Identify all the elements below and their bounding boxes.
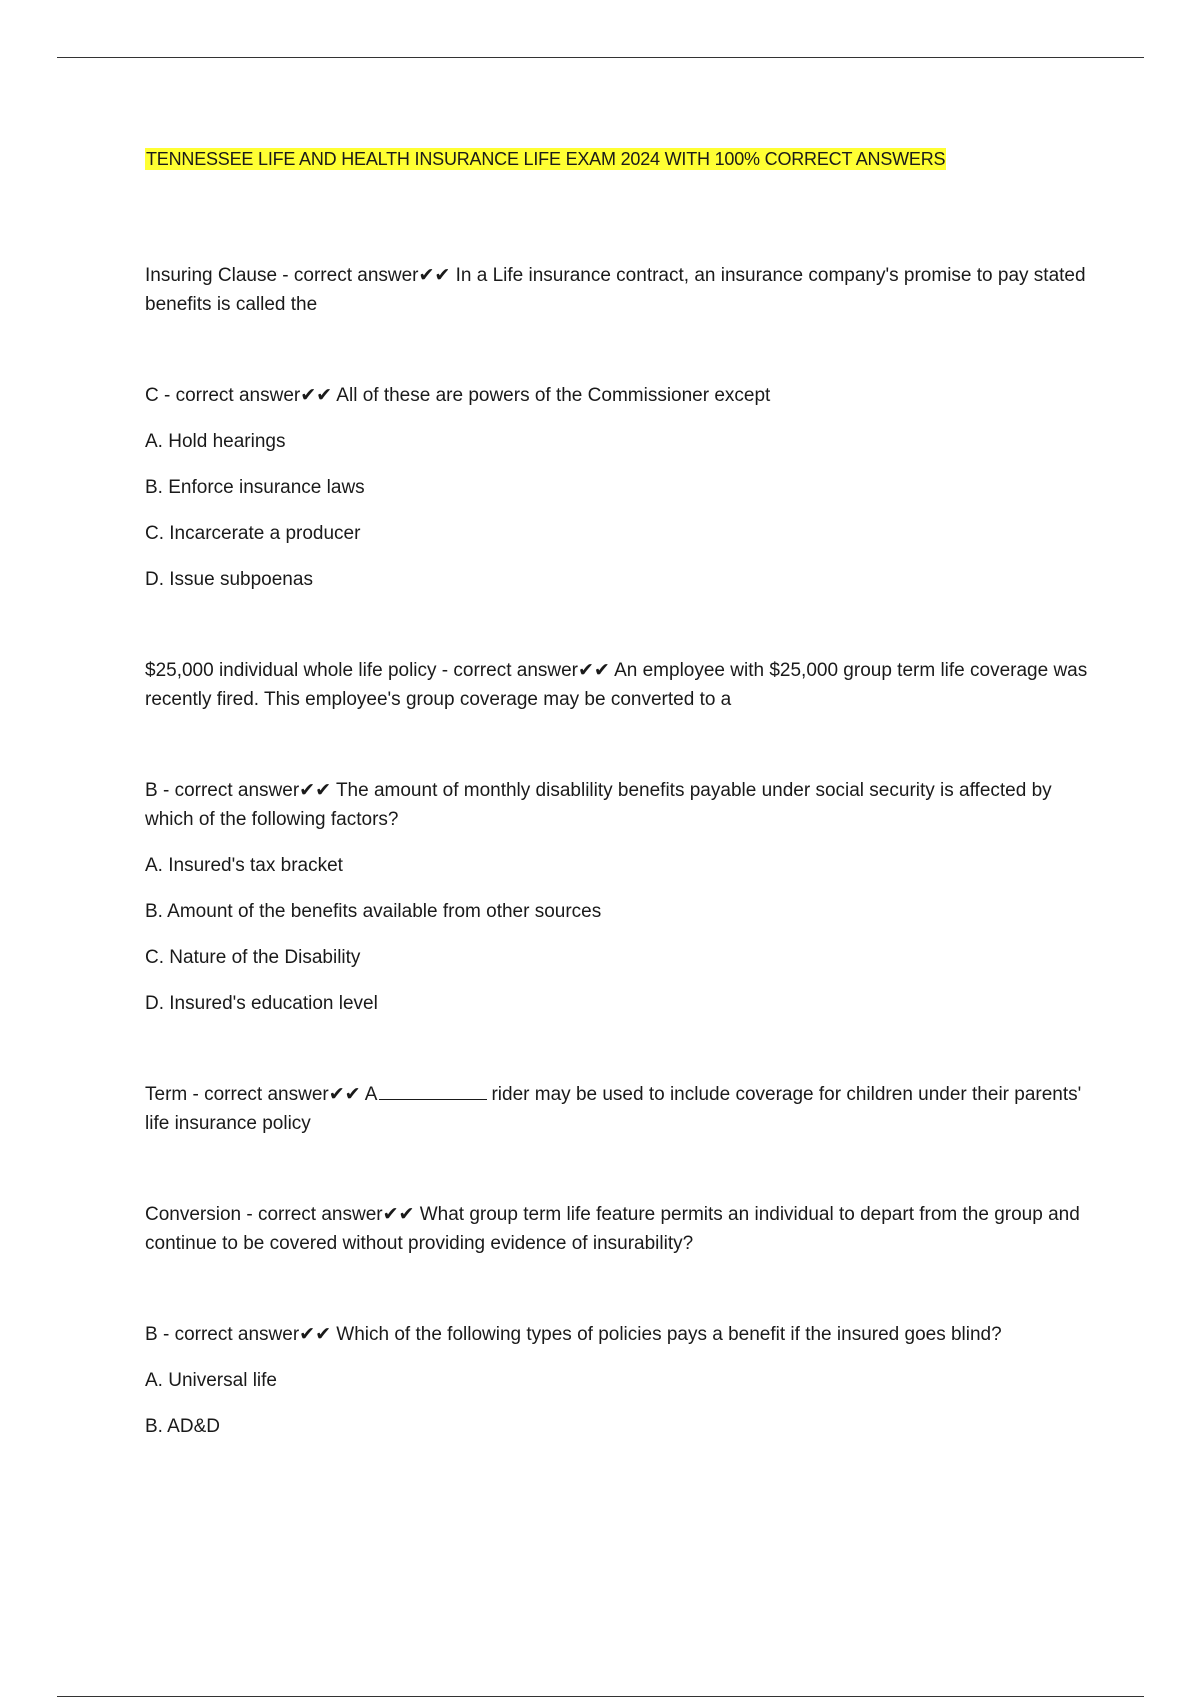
option-item: A. Insured's tax bracket: [145, 855, 343, 876]
question-text: All of these are powers of the Commissioner except: [336, 385, 771, 406]
qa-item: [145, 261, 1095, 319]
answer-separator: - correct answer✔✔: [157, 1324, 337, 1345]
title-line: [145, 145, 1095, 177]
option-item: B. Amount of the benefits available from other sources: [145, 901, 602, 922]
option-item: B. Enforce insurance laws: [145, 477, 365, 498]
option-list: [145, 427, 1095, 611]
fill-in-blank: [379, 1081, 487, 1100]
answer-separator: - correct answer✔✔: [187, 1084, 365, 1105]
qa-item: [145, 776, 1095, 834]
option-item: A. Universal life: [145, 1370, 277, 1391]
answer-text: $25,000 individual whole life policy: [145, 660, 437, 681]
option-item: D. Insured's education level: [145, 993, 378, 1014]
answer-text: C: [145, 385, 159, 406]
option-item: D. Issue subpoenas: [145, 569, 313, 590]
question-text: What group term life feature permits an individual to depart from the group and continue to be covered without providing evidence of insurability?: [145, 1204, 1080, 1254]
question-text: Which of the following types of policies pays a benefit if the insured goes blind?: [336, 1324, 1002, 1345]
qa-item: [145, 1320, 1095, 1349]
option-list: [145, 851, 1095, 1035]
question-text-before-blank: A: [364, 1084, 378, 1105]
answer-separator: - correct answer✔✔: [158, 385, 337, 406]
qa-item: [145, 1080, 1095, 1138]
option-list: [145, 1366, 1095, 1458]
option-item: A. Hold hearings: [145, 431, 286, 452]
qa-item: [145, 1200, 1095, 1258]
answer-text: B: [145, 780, 158, 801]
answer-text: B: [145, 1324, 158, 1345]
option-item: C. Nature of the Disability: [145, 947, 361, 968]
answer-text: Insuring Clause: [145, 265, 278, 286]
answer-separator: - correct answer✔✔: [277, 265, 456, 286]
document-body: [145, 145, 1095, 1458]
answer-separator: - correct answer✔✔: [157, 780, 336, 801]
option-item: B. AD&D: [145, 1416, 220, 1437]
answer-text: Term: [145, 1084, 188, 1105]
option-item: C. Incarcerate a producer: [145, 523, 361, 544]
qa-item: [145, 656, 1095, 714]
answer-separator: - correct answer✔✔: [436, 660, 615, 681]
question-text: The amount of monthly disablility benefits payable under social security is affected by which of the following factors?: [145, 780, 1052, 830]
answer-separator: - correct answer✔✔: [241, 1204, 420, 1225]
question-text: An employee with $25,000 group term life coverage was recently fired. This employee's group coverage may be converted to a: [145, 660, 1088, 710]
answer-text: Conversion: [145, 1204, 242, 1225]
document-title: TENNESSEE LIFE AND HEALTH INSURANCE LIFE EXAM 2024 WITH 100% CORRECT ANSWERS: [146, 149, 946, 169]
top-rule: [57, 57, 1144, 58]
question-text-after-blank: rider may be used to include coverage for children under their parents' life insurance policy: [145, 1084, 1082, 1134]
question-text: In a Life insurance contract, an insurance company's promise to pay stated benefits is called the: [145, 265, 1086, 315]
bottom-rule: [57, 1696, 1144, 1697]
qa-item: [145, 381, 1095, 410]
